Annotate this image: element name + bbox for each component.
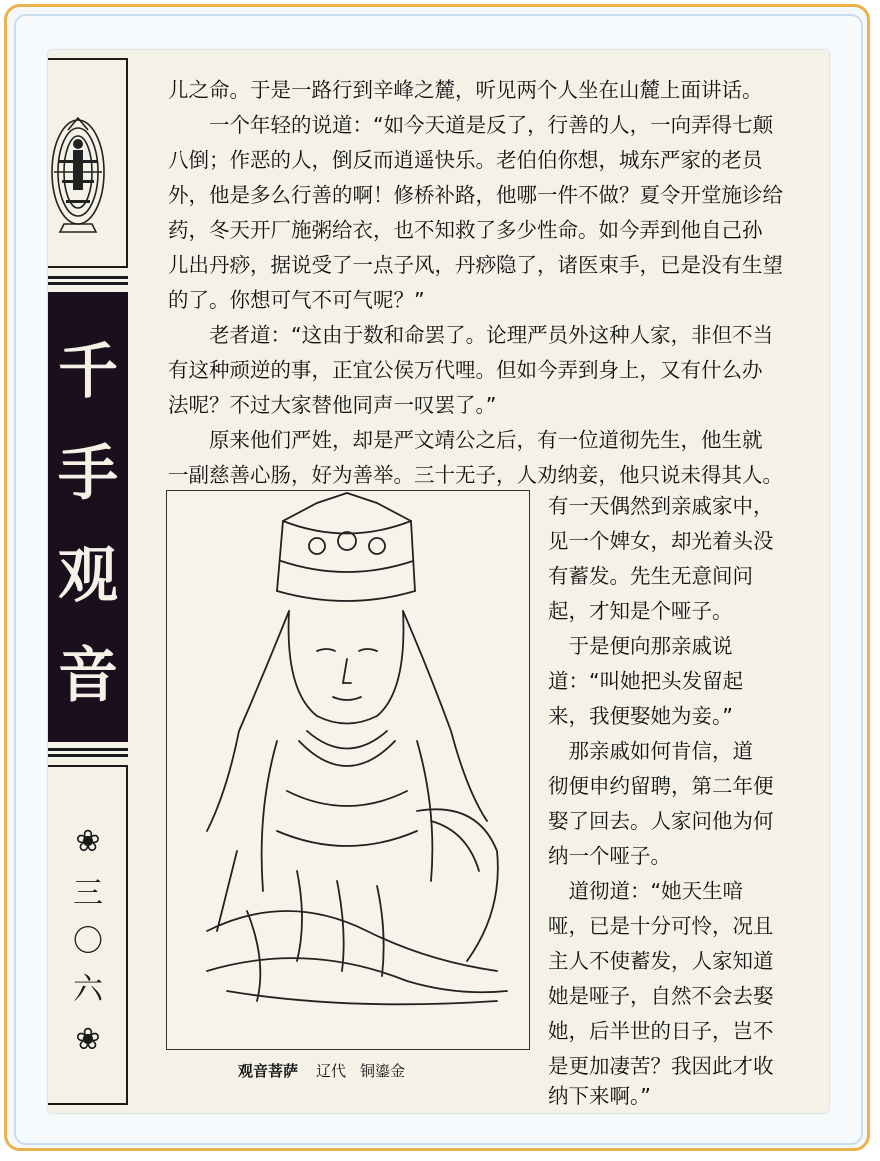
caption-title: 观音菩萨 [238, 1062, 299, 1080]
body-line: 有这种顽逆的事，正宜公侯万代哩。但如今弄到身上，又有什么办 [168, 358, 763, 382]
body-line: 彻便申约留聘，第二年便 [548, 774, 774, 798]
thousand-hand-guanyin-emblem-icon [48, 60, 126, 266]
flower-ornament-icon: ❀ [75, 824, 101, 859]
body-line: 见一个婢女，却光着头没 [548, 529, 774, 553]
body-line: 主人不使蓄发，人家知道 [548, 949, 774, 973]
caption-medium: 铜鎏金 [360, 1062, 406, 1080]
spine-divider [48, 282, 128, 285]
body-line: 于是便向那亲戚说 [548, 634, 733, 658]
guanyin-illustration [166, 490, 530, 1050]
body-line: 娶了回去。人家问他为何 [548, 809, 774, 833]
seated-bodhisattva-figure-icon [167, 491, 527, 1047]
body-line: 起，才知是个哑子。 [548, 599, 733, 623]
illustration-caption [238, 1060, 419, 1081]
body-line: 一副慈善心肠，好为善举。三十无子，人劝纳妾，他只说未得其人。 [168, 463, 783, 487]
body-line: 有一天偶然到亲戚家中， [548, 494, 774, 518]
body-line: 原来他们严姓，却是严文靖公之后，有一位道彻先生，他生就 [168, 428, 763, 452]
body-line: 儿出丹痧，据说受了一点子风，丹痧隐了，诸医束手，已是没有生望 [168, 253, 783, 277]
book-title-char: 观 [58, 541, 118, 611]
body-line: 法呢？不过大家替他同声一叹罢了。” [168, 393, 497, 417]
spine-divider [48, 748, 128, 751]
book-title-char: 音 [58, 641, 118, 711]
body-line: 一个年轻的说道：“如今天道是反了，行善的人，一向弄得七颠 [168, 113, 774, 137]
body-line: 纳一个哑子。 [548, 844, 671, 868]
flower-ornament-icon: ❀ [75, 1022, 101, 1057]
book-title-char: 千 [58, 337, 118, 407]
spine-title-box [48, 292, 128, 742]
body-line: 八倒；作恶的人，倒反而逍遥快乐。老伯伯你想，城东严家的老员 [168, 148, 763, 172]
body-line: 道彻道：“她天生喑 [548, 879, 744, 903]
body-line: 哑，已是十分可怜，况且 [548, 914, 774, 938]
page-number-char: 〇 [73, 924, 103, 959]
body-line: 外，他是多么行善的啊！修桥补路，他哪一件不做？夏令开堂施诊给 [168, 183, 783, 207]
spine-divider [48, 754, 128, 757]
page-number-char: 六 [73, 972, 103, 1007]
body-line: 她，后半世的日子，岂不 [548, 1019, 774, 1043]
body-line: 的了。你想可气不可气呢？” [168, 288, 425, 312]
body-line: 道：“叫她把头发留起 [548, 669, 744, 693]
book-title-char: 手 [58, 439, 118, 509]
body-line: 她是哑子，自然不会去娶 [548, 984, 774, 1008]
body-line: 老者道：“这由于数和命罢了。论理严员外这种人家，非但不当 [168, 323, 774, 347]
body-line: 药，冬天开厂施粥给衣，也不知救了多少性命。如今弄到他自己孙 [168, 218, 763, 242]
body-line: 有蓄发。先生无意间问 [548, 564, 753, 588]
body-line: 是更加凄苦？我因此才收 [548, 1054, 774, 1078]
spine-page-number-box [48, 765, 128, 1105]
body-line: 那亲戚如何肯信，道 [548, 739, 753, 763]
spine-divider [48, 276, 128, 279]
body-line: 儿之命。于是一路行到辛峰之麓，听见两个人坐在山麓上面讲话。 [168, 78, 763, 102]
caption-dynasty: 辽代 [316, 1062, 347, 1080]
body-line: 纳下来啊。” [548, 1084, 651, 1108]
spine-emblem-box [48, 58, 128, 268]
page-number-char: 三 [73, 876, 103, 911]
body-line: 来，我便娶她为妾。” [548, 704, 733, 728]
book-page [48, 50, 829, 1113]
